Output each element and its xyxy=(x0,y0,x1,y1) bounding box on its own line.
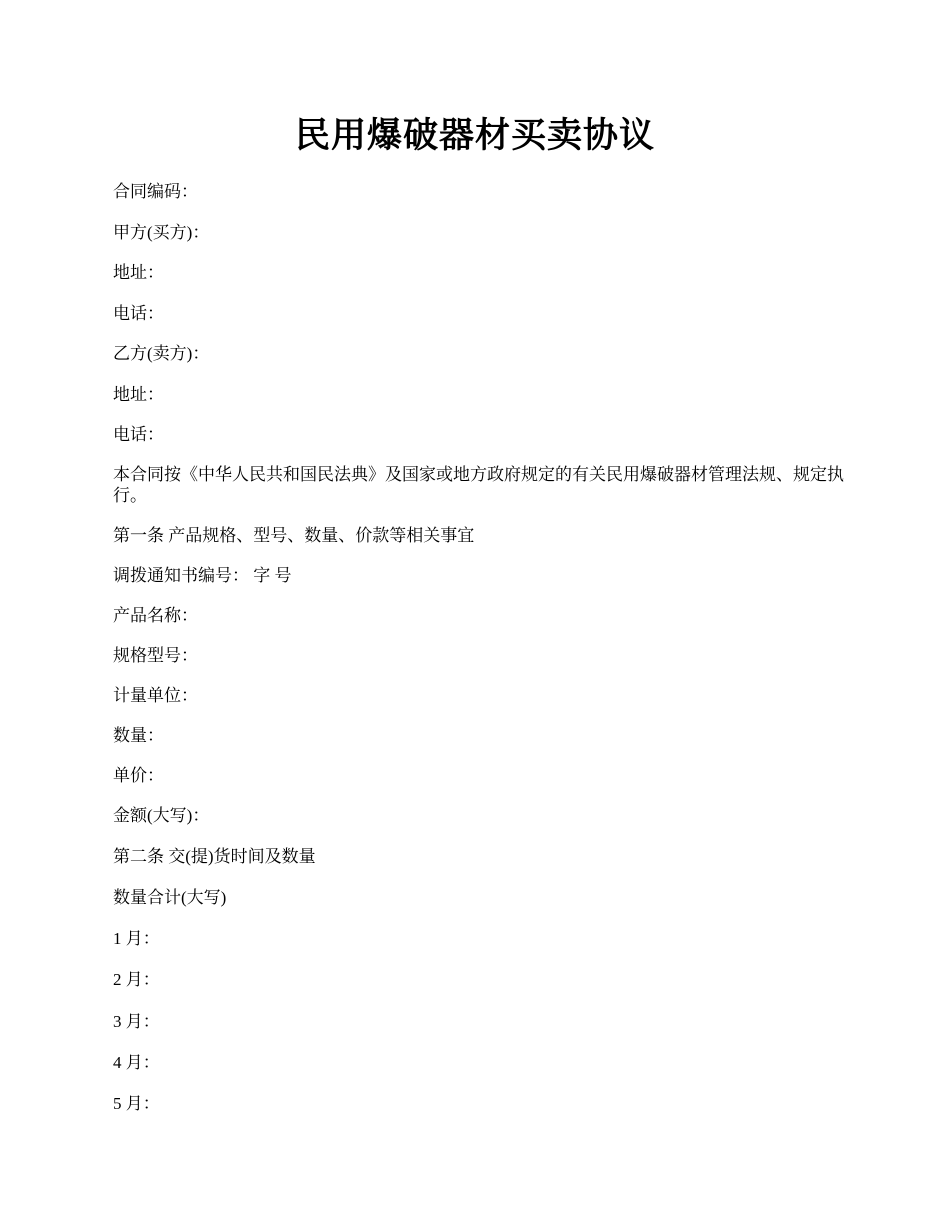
month-5-line: 5 月： xyxy=(113,1094,160,1113)
party-a-phone-line: 电话： xyxy=(113,304,164,323)
amount-in-words-line: 金额(大写)： xyxy=(113,806,210,825)
document-title: 民用爆破器材买卖协议 xyxy=(294,116,655,155)
total-quantity-line: 数量合计(大写) xyxy=(113,888,227,907)
month-4-line: 4 月： xyxy=(113,1053,160,1072)
quantity-line: 数量： xyxy=(113,726,164,745)
article-one-heading: 第一条 产品规格、型号、数量、价款等相关事宜 xyxy=(113,526,475,545)
month-3-line: 3 月： xyxy=(113,1012,160,1031)
contract-basis-paragraph: 本合同按《中华人民共和国民法典》及国家或地方政府规定的有关民用爆破器材管理法规、规定执行。 xyxy=(113,465,844,505)
unit-of-measure-line: 计量单位： xyxy=(113,686,198,705)
party-a-address-line: 地址： xyxy=(113,263,164,282)
party-b-line: 乙方(卖方)： xyxy=(113,344,210,363)
unit-price-line: 单价： xyxy=(113,766,164,785)
month-1-line: 1 月： xyxy=(113,929,160,948)
party-b-address-line: 地址： xyxy=(113,385,164,404)
article-two-heading: 第二条 交(提)货时间及数量 xyxy=(113,847,316,866)
specification-model-line: 规格型号： xyxy=(113,646,198,665)
month-2-line: 2 月： xyxy=(113,970,160,989)
product-name-line: 产品名称： xyxy=(113,606,198,625)
allocation-notice-number-line: 调拨通知书编号： 字 号 xyxy=(113,566,292,585)
party-b-phone-line: 电话： xyxy=(113,425,164,444)
party-a-line: 甲方(买方)： xyxy=(113,223,210,242)
contract-code-line: 合同编码： xyxy=(113,182,198,201)
